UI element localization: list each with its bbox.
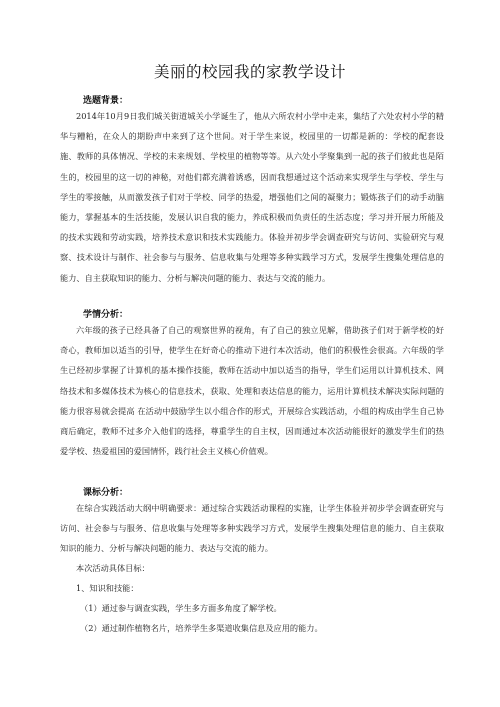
paragraph-students: 六年级的孩子已经具备了自己的观察世界的视角，有了自己的独立见解，借助孩子们对于新学校的好奇心，教师加以适当的引导，使学生在好奇心的推动下进行本次活动，他们的积极性会很高。六年级的学生已经初步掌握了计算机的基本操作技能，教师在活动中加以适当的指导，学生们运用以计算机技术、网络技术和多媒体技术为核心的信息技术，获取、处理和表达信息的能力，运用计算机技术解决实际问题的能力很容易就会提高 在活动中鼓励学生以小组合作的形式，开展综合实践活动，小组的构成由学生自己协商后确定，教师不过多介入他们的选择，尊重学生的自主权，因而通过本次活动能很好的激发学生们的热爱学校、热爱祖国的爱国情怀，践行社会主义核心价值观。 (60, 325, 444, 457)
paragraph-background: 2014年10月9日我们城关街道城关小学诞生了，他从六所农村小学中走来，集结了六处农村小学的精华与糟粕，在众人的期盼声中来到了这个世间。对于学生来说，校园里的一切都是新的：学校的配套设施、教师的具体情况、学校的未来规划、学校里的植物等等。从六处小学聚集到一起的孩子们彼此也是陌生的，校园里的这一切的神秘，对他们都充满着诱惑，因而我想通过这个活动来实现学生与学校、学生与学生的零接触，从而激发孩子们对于学校、同学的热爱，增强他们之间的凝聚力；锻炼孩子们的动手动脑能力，掌握基本的生活技能，发展认识自我的能力，养成积极而负责任的生活态度；学习并开展力所能及的技术实践和劳动实践，培养技术意识和技术实践能力。体验并初步学会调查研究与访问、实验研究与观察、技术设计与制作、社会参与与服务、信息收集与处理等多种实践学习方式，发展学生搜集处理信息的能力、自主获取知识的能力、分析与解决问题的能力、表达与交流的能力。 (60, 111, 444, 283)
paragraph-standards: 在综合实践活动大纲中明确要求：通过综合实践活动课程的实施，让学生体验并初步学会调查研究与访问、社会参与与服务、信息收集与处理等多种实践学习方式，发展学生搜集处理信息的能力、自主获取知识的能力、分析与解决问题的能力、表达与交流的能力。 (60, 503, 444, 554)
goal-item: （2）通过制作植物名片，培养学生多渠道收集信息及应用的能力。 (80, 623, 323, 633)
goals-knowledge-heading: 1、知识和技能： (76, 583, 139, 593)
section-heading-background: 选题背景： (83, 96, 129, 106)
page-title: 美丽的校园我的家教学设计 (153, 63, 346, 81)
section-heading-students: 学情分析： (83, 310, 129, 320)
goals-intro: 本次活动具体目标： (76, 563, 150, 573)
section-heading-standards: 课标分析： (83, 488, 129, 498)
goal-item: （1）通过参与调查实践，学生多方面多角度了解学校。 (80, 603, 282, 613)
